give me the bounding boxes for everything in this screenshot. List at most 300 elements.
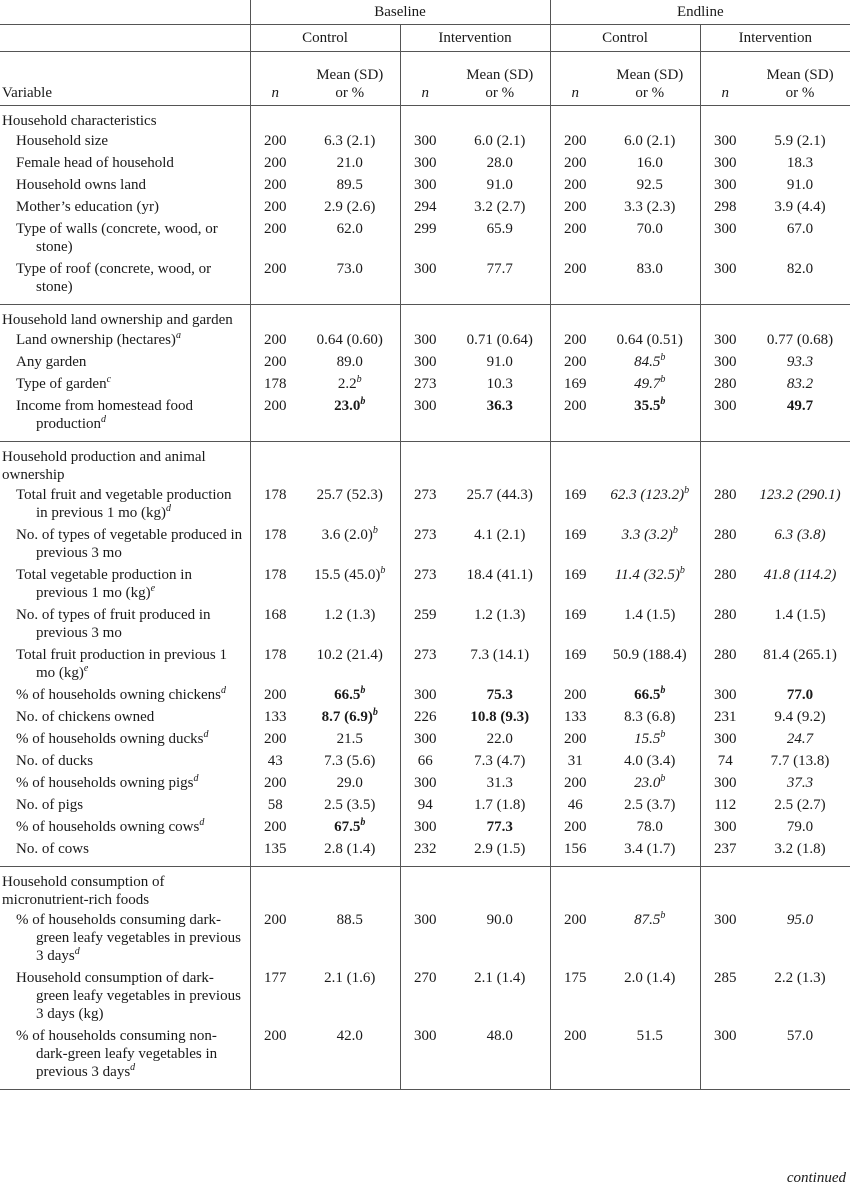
mean-value: 5.9 (2.1) (774, 133, 826, 149)
variable-label-wrap (16, 730, 246, 748)
value-cell (450, 329, 550, 351)
value-cell (750, 351, 850, 373)
n-value: 300 (414, 775, 437, 791)
header-mean-line2: or % (485, 85, 515, 101)
header-baseline-control: Control (250, 25, 400, 52)
variable-cell (0, 750, 250, 772)
n-value: 178 (264, 487, 287, 503)
n-value: 300 (714, 398, 737, 414)
variable-cell (0, 174, 250, 196)
empty-cell (300, 867, 400, 910)
table-row (0, 524, 850, 564)
variable-label-wrap (16, 220, 246, 256)
n-cell (400, 152, 450, 174)
n-value: 200 (264, 133, 287, 149)
n-cell (550, 604, 600, 644)
value-cell (300, 152, 400, 174)
value-cell (450, 838, 550, 867)
significance-marker: b (372, 707, 378, 718)
n-cell (400, 1025, 450, 1090)
variable-label-wrap (16, 686, 246, 704)
n-cell (400, 706, 450, 728)
mean-value: 35.5 (634, 398, 661, 414)
value-cell (600, 152, 700, 174)
n-cell (250, 909, 300, 967)
mean-value: 23.0 (334, 398, 361, 414)
mean-value: 36.3 (486, 398, 513, 414)
n-value: 200 (264, 687, 287, 703)
n-cell (250, 395, 300, 442)
n-cell (700, 218, 750, 258)
footnote-marker: e (150, 583, 156, 594)
mean-value: 2.5 (2.7) (774, 797, 826, 813)
value-cell (300, 838, 400, 867)
variable-label: No. of types of vegetable produced in previous 3 mo (16, 527, 243, 561)
n-cell (550, 684, 600, 706)
mean-value: 7.3 (14.1) (470, 647, 530, 663)
n-value: 200 (564, 155, 587, 171)
n-cell (550, 218, 600, 258)
n-cell (250, 373, 300, 395)
mean-value: 66.5 (334, 687, 361, 703)
empty-cell (750, 442, 850, 485)
n-cell (550, 373, 600, 395)
mean-value: 82.0 (786, 261, 814, 277)
value-cell (750, 1025, 850, 1090)
value-cell (750, 174, 850, 196)
empty-cell (250, 106, 300, 131)
table-row (0, 564, 850, 604)
value-cell (750, 967, 850, 1025)
n-cell (700, 130, 750, 152)
table-row (0, 174, 850, 196)
mean-value: 49.7 (786, 398, 814, 414)
n-cell (550, 395, 600, 442)
mean-value: 123.2 (290.1) (759, 487, 841, 503)
n-cell (400, 196, 450, 218)
n-cell (250, 967, 300, 1025)
value-cell (750, 750, 850, 772)
n-cell (400, 329, 450, 351)
n-value: 300 (414, 912, 437, 928)
n-value: 300 (714, 912, 737, 928)
mean-value: 10.8 (9.3) (470, 709, 530, 725)
variable-cell (0, 967, 250, 1025)
value-cell (750, 838, 850, 867)
mean-value: 18.3 (786, 155, 814, 171)
mean-value: 91.0 (486, 177, 513, 193)
empty-cell (400, 442, 450, 485)
n-value: 285 (714, 970, 737, 986)
n-value: 273 (414, 376, 437, 392)
n-value: 280 (714, 607, 737, 623)
n-value: 300 (714, 155, 737, 171)
n-cell (550, 838, 600, 867)
n-value: 300 (414, 819, 437, 835)
mean-value: 77.7 (486, 261, 513, 277)
empty-cell (550, 305, 600, 330)
n-value: 200 (264, 177, 287, 193)
n-value: 200 (564, 398, 587, 414)
variable-label-wrap (16, 486, 246, 522)
variable-label-wrap (16, 260, 246, 296)
mean-value: 2.0 (1.4) (624, 970, 676, 986)
mean-value: 3.4 (1.7) (624, 841, 676, 857)
n-cell (700, 794, 750, 816)
n-cell (400, 838, 450, 867)
n-value: 200 (264, 155, 287, 171)
n-cell (700, 258, 750, 305)
n-cell (700, 644, 750, 684)
header-mean (450, 52, 550, 106)
significance-marker: b (356, 374, 362, 385)
header-mean (600, 52, 700, 106)
empty-cell (400, 867, 450, 910)
n-cell (400, 564, 450, 604)
variable-label-wrap (16, 566, 246, 602)
mean-value: 48.0 (486, 1028, 513, 1044)
variable-label-wrap (16, 375, 246, 393)
variable-cell (0, 196, 250, 218)
table-row (0, 750, 850, 772)
mean-value: 9.4 (9.2) (774, 709, 826, 725)
value-cell (600, 329, 700, 351)
n-value: 273 (414, 647, 437, 663)
significance-marker: b (672, 525, 678, 536)
header-n-label: n (271, 85, 279, 101)
significance-marker: b (660, 374, 666, 385)
value-cell (450, 1025, 550, 1090)
value-cell (450, 152, 550, 174)
significance-marker: b (360, 396, 366, 407)
mean-value: 77.3 (486, 819, 513, 835)
variable-label: Total fruit and vegetable production in previous 1 mo (kg) (16, 487, 232, 521)
mean-value: 11.4 (32.5) (614, 567, 680, 583)
empty-cell (400, 106, 450, 131)
variable-cell (0, 152, 250, 174)
n-cell (250, 772, 300, 794)
n-cell (550, 772, 600, 794)
n-value: 178 (264, 527, 287, 543)
n-cell (400, 816, 450, 838)
n-cell (700, 772, 750, 794)
mean-value: 93.3 (786, 354, 814, 370)
value-cell (450, 564, 550, 604)
n-value: 169 (564, 487, 587, 503)
empty-cell (600, 442, 700, 485)
header-baseline: Baseline (250, 0, 550, 25)
footnote-marker: d (203, 729, 209, 740)
variable-label-wrap (16, 353, 246, 371)
variable-label: % of households owning ducks (16, 731, 204, 747)
footnote-marker: d (130, 1062, 136, 1073)
variable-label: Land ownership (hectares) (16, 332, 176, 348)
section-header-row (0, 867, 850, 910)
n-cell (700, 838, 750, 867)
n-cell (550, 816, 600, 838)
value-cell (600, 1025, 700, 1090)
value-cell (450, 967, 550, 1025)
value-cell (750, 484, 850, 524)
n-cell (700, 909, 750, 967)
empty-cell (750, 867, 850, 910)
n-cell (550, 644, 600, 684)
significance-marker: b (372, 525, 378, 536)
value-cell (750, 373, 850, 395)
n-value: 273 (414, 527, 437, 543)
n-value: 300 (414, 1028, 437, 1044)
empty-cell (450, 867, 550, 910)
n-cell (700, 684, 750, 706)
mean-value: 2.2 (337, 376, 357, 392)
n-value: 31 (567, 753, 583, 769)
value-cell (600, 196, 700, 218)
n-value: 200 (564, 731, 587, 747)
n-value: 300 (414, 332, 437, 348)
variable-cell (0, 909, 250, 967)
empty-cell (750, 305, 850, 330)
n-cell (250, 130, 300, 152)
variable-label-wrap (16, 331, 246, 349)
value-cell (300, 728, 400, 750)
mean-value: 62.3 (123.2) (610, 487, 685, 503)
n-value: 300 (414, 133, 437, 149)
value-cell (750, 816, 850, 838)
variable-cell (0, 706, 250, 728)
empty-cell (550, 442, 600, 485)
n-value: 178 (264, 376, 287, 392)
mean-value: 4.1 (2.1) (474, 527, 526, 543)
mean-value: 65.9 (486, 221, 513, 237)
value-cell (750, 395, 850, 442)
header-mean-line2: or % (635, 85, 665, 101)
n-value: 135 (264, 841, 287, 857)
table-row (0, 794, 850, 816)
value-cell (750, 152, 850, 174)
value-cell (450, 395, 550, 442)
value-cell (600, 564, 700, 604)
table-row (0, 644, 850, 684)
variable-cell (0, 395, 250, 442)
significance-marker: b (660, 773, 666, 784)
value-cell (600, 909, 700, 967)
n-value: 273 (414, 487, 437, 503)
variable-cell (0, 329, 250, 351)
mean-value: 95.0 (786, 912, 814, 928)
value-cell (450, 909, 550, 967)
footnote-marker: e (83, 663, 89, 674)
n-value: 200 (564, 1028, 587, 1044)
section-header-row (0, 106, 850, 131)
value-cell (750, 909, 850, 967)
mean-value: 1.4 (1.5) (624, 607, 676, 623)
mean-value: 79.0 (786, 819, 814, 835)
n-cell (400, 174, 450, 196)
mean-value: 81.4 (265.1) (763, 647, 837, 663)
n-cell (550, 196, 600, 218)
n-cell (400, 909, 450, 967)
n-cell (700, 750, 750, 772)
n-value: 300 (414, 731, 437, 747)
value-cell (450, 484, 550, 524)
n-value: 294 (414, 199, 437, 215)
n-cell (250, 329, 300, 351)
mean-value: 8.3 (6.8) (624, 709, 676, 725)
value-cell (600, 130, 700, 152)
variable-label: No. of types of fruit produced in previous 3 mo (16, 607, 211, 641)
header-endline-intervention: Intervention (700, 25, 850, 52)
n-value: 280 (714, 567, 737, 583)
header-n-label: n (421, 85, 429, 101)
table-row (0, 218, 850, 258)
value-cell (600, 838, 700, 867)
variable-cell (0, 524, 250, 564)
table-row (0, 1025, 850, 1090)
header-mean-line2: or % (335, 85, 365, 101)
significance-marker: b (660, 910, 666, 921)
mean-value: 15.5 (634, 731, 661, 747)
n-cell (700, 967, 750, 1025)
value-cell (450, 351, 550, 373)
n-cell (700, 395, 750, 442)
value-cell (750, 130, 850, 152)
significance-marker: b (360, 685, 366, 696)
value-cell (450, 524, 550, 564)
value-cell (300, 1025, 400, 1090)
mean-value: 0.64 (0.51) (616, 332, 683, 348)
n-value: 231 (714, 709, 737, 725)
empty-cell (300, 442, 400, 485)
mean-value: 73.0 (336, 261, 363, 277)
value-cell (300, 524, 400, 564)
n-value: 237 (714, 841, 737, 857)
n-value: 169 (564, 647, 587, 663)
n-value: 169 (564, 527, 587, 543)
n-cell (400, 684, 450, 706)
footnote-marker: d (220, 685, 226, 696)
significance-marker: b (679, 565, 685, 576)
section-title: Household production and animal ownership (2, 449, 206, 483)
n-value: 300 (714, 177, 737, 193)
mean-value: 66.5 (634, 687, 661, 703)
value-cell (450, 644, 550, 684)
header-mean-line1: Mean (SD) (766, 67, 834, 83)
header-mean-line1: Mean (SD) (466, 67, 534, 83)
value-cell (300, 130, 400, 152)
n-value: 280 (714, 487, 737, 503)
n-cell (550, 564, 600, 604)
variable-label: Household owns land (16, 177, 146, 193)
n-cell (250, 728, 300, 750)
variable-label: % of households owning pigs (16, 775, 194, 791)
mean-value: 67.5 (334, 819, 361, 835)
value-cell (750, 329, 850, 351)
n-value: 300 (414, 261, 437, 277)
table-row (0, 329, 850, 351)
mean-value: 16.0 (636, 155, 663, 171)
value-cell (300, 258, 400, 305)
n-cell (250, 838, 300, 867)
variable-label-wrap (16, 1027, 246, 1081)
n-cell (700, 816, 750, 838)
n-value: 112 (714, 797, 737, 813)
value-cell (450, 728, 550, 750)
mean-value: 92.5 (636, 177, 663, 193)
value-cell (600, 484, 700, 524)
mean-value: 91.0 (786, 177, 814, 193)
empty-cell (700, 305, 750, 330)
value-cell (300, 967, 400, 1025)
empty-cell (450, 442, 550, 485)
table-row (0, 838, 850, 867)
n-value: 226 (414, 709, 437, 725)
value-cell (750, 258, 850, 305)
n-value: 200 (564, 221, 587, 237)
value-cell (300, 351, 400, 373)
n-cell (550, 174, 600, 196)
n-cell (550, 728, 600, 750)
table-row (0, 373, 850, 395)
empty-cell (600, 106, 700, 131)
variable-label: Type of garden (16, 376, 107, 392)
n-value: 232 (414, 841, 437, 857)
n-cell (700, 152, 750, 174)
value-cell (600, 728, 700, 750)
mean-value: 87.5 (634, 912, 661, 928)
value-cell (600, 174, 700, 196)
variable-cell (0, 794, 250, 816)
footnote-marker: c (106, 374, 112, 385)
variable-cell (0, 816, 250, 838)
n-cell (250, 174, 300, 196)
value-cell (450, 750, 550, 772)
n-cell (250, 706, 300, 728)
n-cell (700, 728, 750, 750)
mean-value: 62.0 (336, 221, 363, 237)
mean-value: 7.3 (5.6) (324, 753, 376, 769)
n-cell (700, 706, 750, 728)
n-value: 300 (714, 261, 737, 277)
n-cell (250, 750, 300, 772)
variable-label-wrap (16, 911, 246, 965)
header-mean-line1: Mean (SD) (316, 67, 384, 83)
n-cell (550, 794, 600, 816)
n-value: 300 (714, 221, 737, 237)
footnote-marker: a (175, 330, 181, 341)
variable-cell (0, 838, 250, 867)
mean-value: 37.3 (786, 775, 814, 791)
n-value: 169 (564, 376, 587, 392)
n-cell (400, 484, 450, 524)
header-n (700, 52, 750, 106)
n-value: 133 (264, 709, 287, 725)
value-cell (450, 816, 550, 838)
variable-label: Type of roof (concrete, wood, or stone) (16, 261, 212, 295)
n-value: 200 (264, 398, 287, 414)
mean-value: 18.4 (41.1) (466, 567, 533, 583)
n-cell (400, 772, 450, 794)
mean-value: 2.8 (1.4) (324, 841, 376, 857)
variable-label-wrap (16, 796, 246, 814)
n-cell (250, 684, 300, 706)
n-value: 200 (264, 775, 287, 791)
value-cell (450, 130, 550, 152)
value-cell (600, 794, 700, 816)
variable-label: Household size (16, 133, 109, 149)
mean-value: 8.7 (6.9) (321, 709, 373, 725)
n-cell (400, 130, 450, 152)
significance-marker: b (660, 396, 666, 407)
